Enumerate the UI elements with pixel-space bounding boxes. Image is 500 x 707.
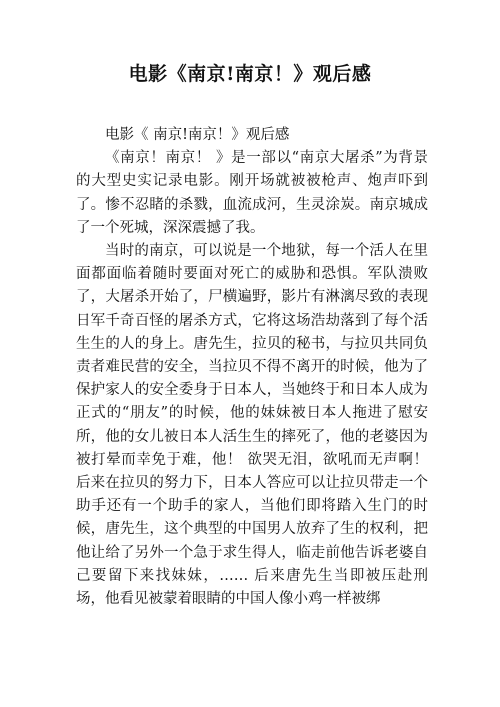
- paragraph-2: 当时的南京，可以说是一个地狱，每一个活人在里面都面临着随时要面对死亡的威胁和恐惧。军队溃败了，大屠杀开始了，尸横遍野，影片有淋漓尽致的表现日军千奇百怪的屠杀方式，它将这场浩劫落到了每个活生生的人的身上。唐先生，拉贝的秘书，与拉贝共同负责者难民营的安全，当拉贝不得不离开的时候，他为了保护家人的安全委身于日本人，当她终于和日本人成为正式的“朋友”的时候，他的妹妹被日本人拖进了慰安所，他的女儿被日本人活生生的摔死了，他的老婆因为被打晕而幸免于难，他！ 欲哭无泪，欲吼而无声啊！后来在拉贝的努力下，日本人答应可以让拉贝带走一个助手还有一个助手的家人，当他们即将踏入生门的时候，唐先生，这个典型的中国男人放弃了生的权利，把他让给了另外一个急于求生得人，临走前他告诉老婆自己要留下来找妹妹，…… 后来唐先生当即被压赴刑场，他看见被蒙着眼睛的中国人像小鸡一样被绑: [76, 243, 428, 608]
- paragraph-1: 《南京！南京！ 》是一部以“南京大屠杀”为背景的大型史实记录电影。刚开场就被被枪声、炮声吓到了。惨不忍睹的杀戮，血流成河，生灵涂炭。南京城成了一个死城，深深震撼了我。: [76, 150, 428, 236]
- document-title: 电影《南京!南京！》观后感: [128, 63, 372, 85]
- document-subtitle: 电影《 南京!南京！》观后感: [105, 127, 290, 143]
- document-body: [76, 124, 428, 611]
